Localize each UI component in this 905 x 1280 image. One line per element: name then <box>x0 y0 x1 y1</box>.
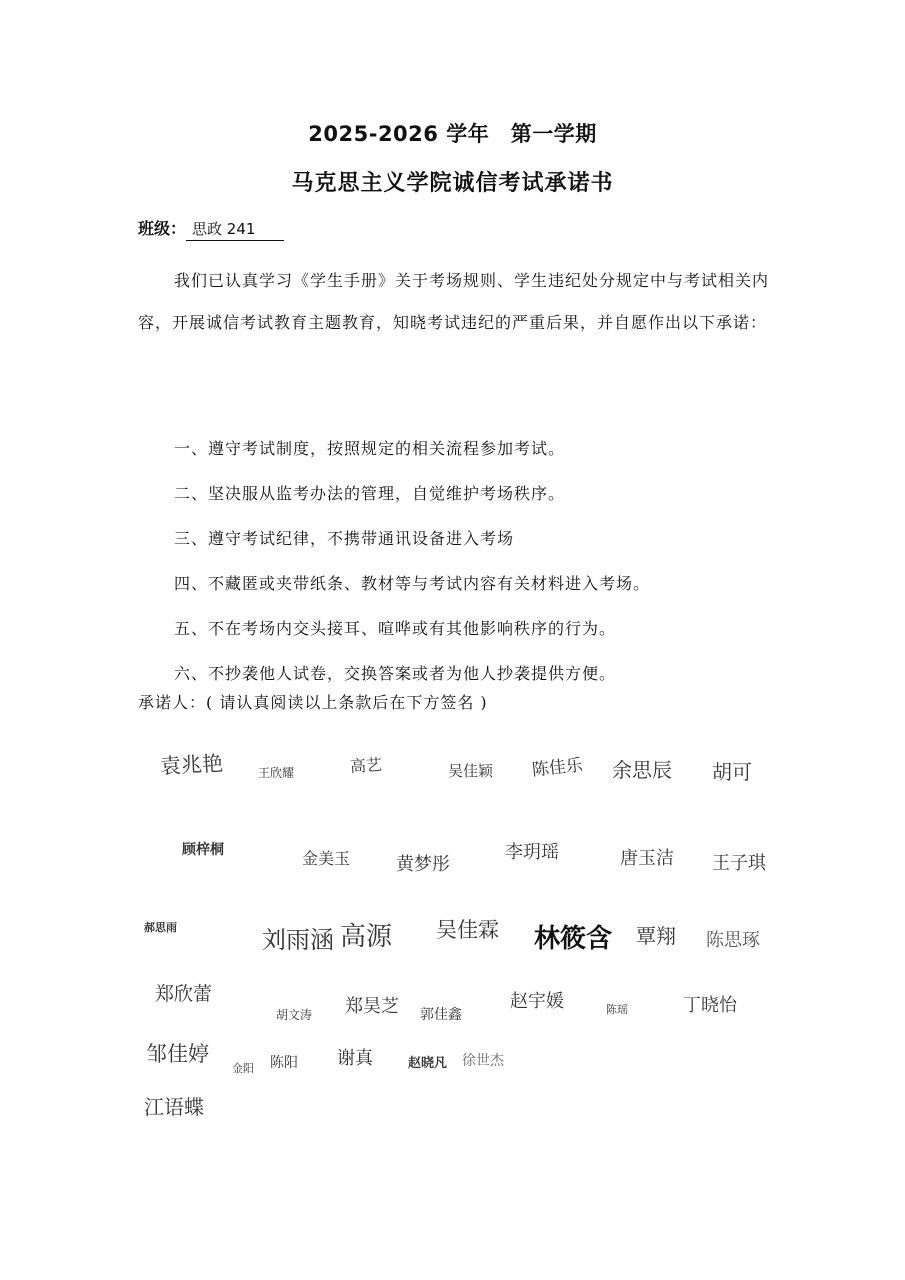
signature: 金阳 <box>232 1062 254 1075</box>
signature: 陈阳 <box>270 1055 298 1071</box>
signature: 金美玉 <box>302 849 351 868</box>
signature: 胡文涛 <box>276 1008 313 1022</box>
signature: 唐玉洁 <box>620 848 674 869</box>
signature: 丁晓怡 <box>683 995 737 1016</box>
signature: 陈佳乐 <box>531 755 584 781</box>
signature: 袁兆艳 <box>159 751 224 779</box>
signature: 刘雨涵 <box>262 926 334 954</box>
signature: 邹佳婷 <box>146 1042 209 1066</box>
page-title-term: 2025-2026 学年 第一学期 <box>308 122 597 146</box>
pledge-item-5: 五、不在考场内交头接耳、喧哗或有其他影响秩序的行为。 <box>174 619 617 638</box>
signature: 黄梦彤 <box>396 854 450 875</box>
signature: 覃翔 <box>636 924 676 948</box>
intro-paragraph: 我们已认真学习《学生手册》关于考场规则、学生违纪处分规定中与考试相关内容，开展诚信考试教育主题教育，知晓考试违纪的严重后果，并自愿作出以下承诺： <box>138 271 770 332</box>
class-value: 思政 241 <box>186 218 284 241</box>
signature: 赵晓凡 <box>408 1056 448 1071</box>
pledge-item-6: 六、不抄袭他人试卷，交换答案或者为他人抄袭提供方便。 <box>174 664 617 683</box>
signature: 吴佳颖 <box>448 762 494 780</box>
signature: 徐世杰 <box>462 1053 504 1069</box>
signature: 郝思雨 <box>144 921 177 934</box>
signature: 江语蝶 <box>144 1095 204 1119</box>
pledge-item-4: 四、不藏匿或夹带纸条、教材等与考试内容有关材料进入考场。 <box>174 574 651 593</box>
signature: 吴佳霖 <box>436 918 499 942</box>
pledge-item-1: 一、遵守考试制度，按照规定的相关流程参加考试。 <box>174 439 566 458</box>
signature: 余思辰 <box>612 758 672 782</box>
signature: 郑欣蕾 <box>155 983 213 1005</box>
signature: 李玥瑶 <box>505 842 559 863</box>
pledge-item-3: 三、遵守考试纪律，不携带通讯设备进入考场 <box>174 529 515 548</box>
signer-label: 承诺人：( 请认真阅读以上条款后在下方签名 ) <box>138 693 488 712</box>
signature: 郑昊芝 <box>345 996 399 1017</box>
signature: 陈思琢 <box>706 930 760 951</box>
signature: 高源 <box>340 922 393 952</box>
signature: 陈瑶 <box>606 1003 628 1016</box>
signature: 郭佳鑫 <box>420 1007 462 1023</box>
signature: 胡可 <box>712 760 752 784</box>
class-label: 班级： <box>138 219 187 238</box>
signature: 王子琪 <box>712 853 766 874</box>
signature: 谢真 <box>337 1048 373 1069</box>
page-title-document: 马克思主义学院诚信考试承诺书 <box>291 171 614 196</box>
signature: 顾梓桐 <box>182 842 224 858</box>
signature: 王欣耀 <box>258 766 295 780</box>
pledge-item-2: 二、坚决服从监考办法的管理，自觉维护考场秩序。 <box>174 484 566 503</box>
signature: 高艺 <box>349 754 383 777</box>
signature: 赵宇媛 <box>510 991 564 1012</box>
signature: 林筱含 <box>534 924 613 954</box>
